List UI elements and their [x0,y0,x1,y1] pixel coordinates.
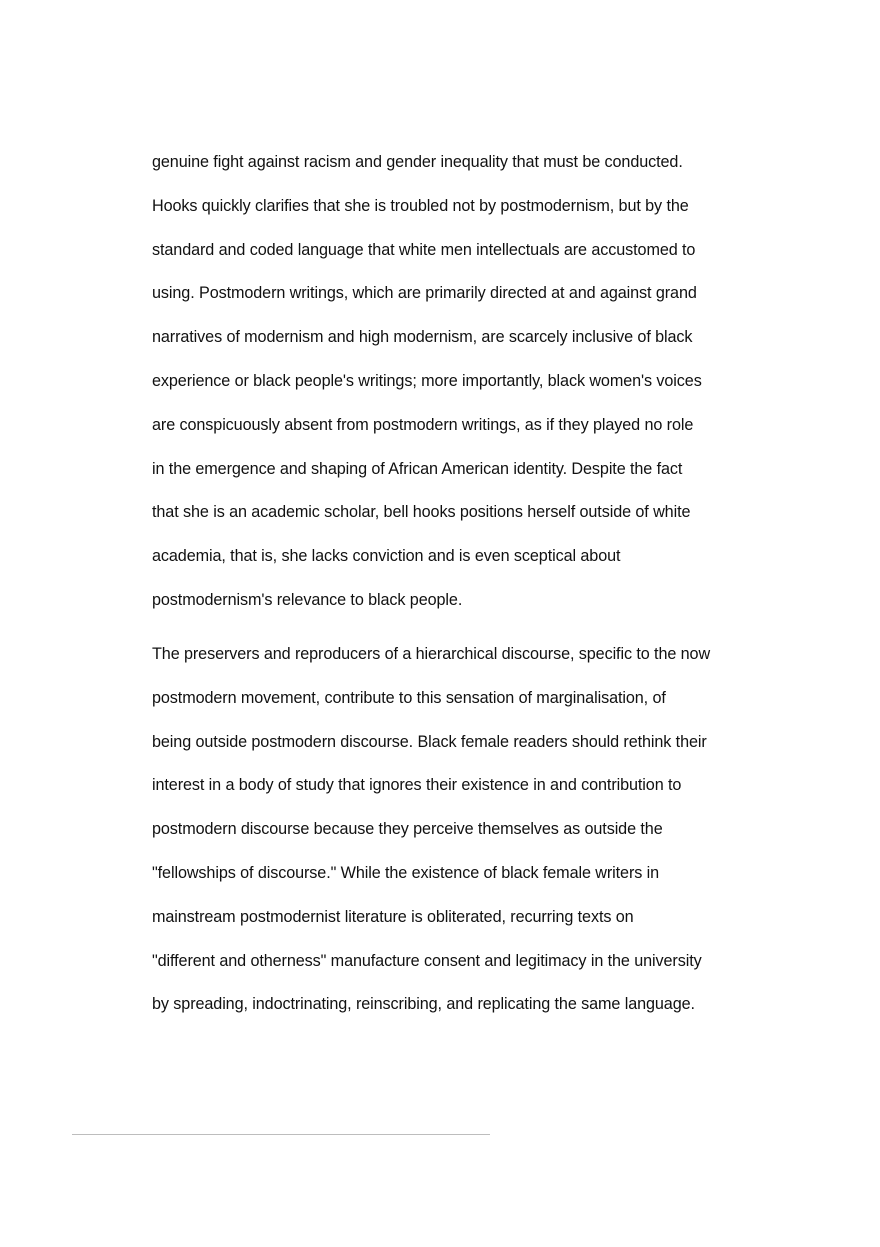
text-line: that she is an academic scholar, bell hooks positions herself outside of white [152,503,691,522]
text-line: "different and otherness" manufacture consent and legitimacy in the university [152,951,702,970]
text-line: by spreading, indoctrinating, reinscribing, and replicating the same language. [152,995,695,1014]
text-line: in the emergence and shaping of African American identity. Despite the fact [152,459,683,478]
text-line: standard and coded language that white men intellectuals are accustomed to [152,240,696,259]
text-line: genuine fight against racism and gender inequality that must be conducted. [152,153,683,171]
text-line: experience or black people's writings; more importantly, black women's voices [152,371,702,390]
footnote-separator [72,1134,490,1135]
body-paragraph [152,150,752,632]
text-line: postmodern movement, contribute to this sensation of marginalisation, of [152,688,666,707]
text-line: are conspicuously absent from postmodern writings, as if they played no role [152,415,694,434]
text-line: using. Postmodern writings, which are primarily directed at and against grand [152,284,697,303]
text-line: "fellowships of discourse." While the existence of black female writers in [152,863,660,882]
text-line: narratives of modernism and high modernism, are scarcely inclusive of black [152,328,693,347]
text-line: being outside postmodern discourse. Black female readers should rethink their [152,732,707,751]
body-paragraph [152,642,752,1036]
text-line: Hooks quickly clarifies that she is troubled not by postmodernism, but by the [152,196,689,215]
text-line: postmodern discourse because they perceive themselves as outside the [152,820,663,839]
text-line: interest in a body of study that ignores their existence in and contribution to [152,776,682,795]
text-line: The preservers and reproducers of a hierarchical discourse, specific to the now [152,645,711,663]
text-line: academia, that is, she lacks conviction and is even sceptical about [152,547,621,566]
text-line: postmodernism's relevance to black people. [152,590,463,609]
text-line: mainstream postmodernist literature is obliterated, recurring texts on [152,907,634,926]
